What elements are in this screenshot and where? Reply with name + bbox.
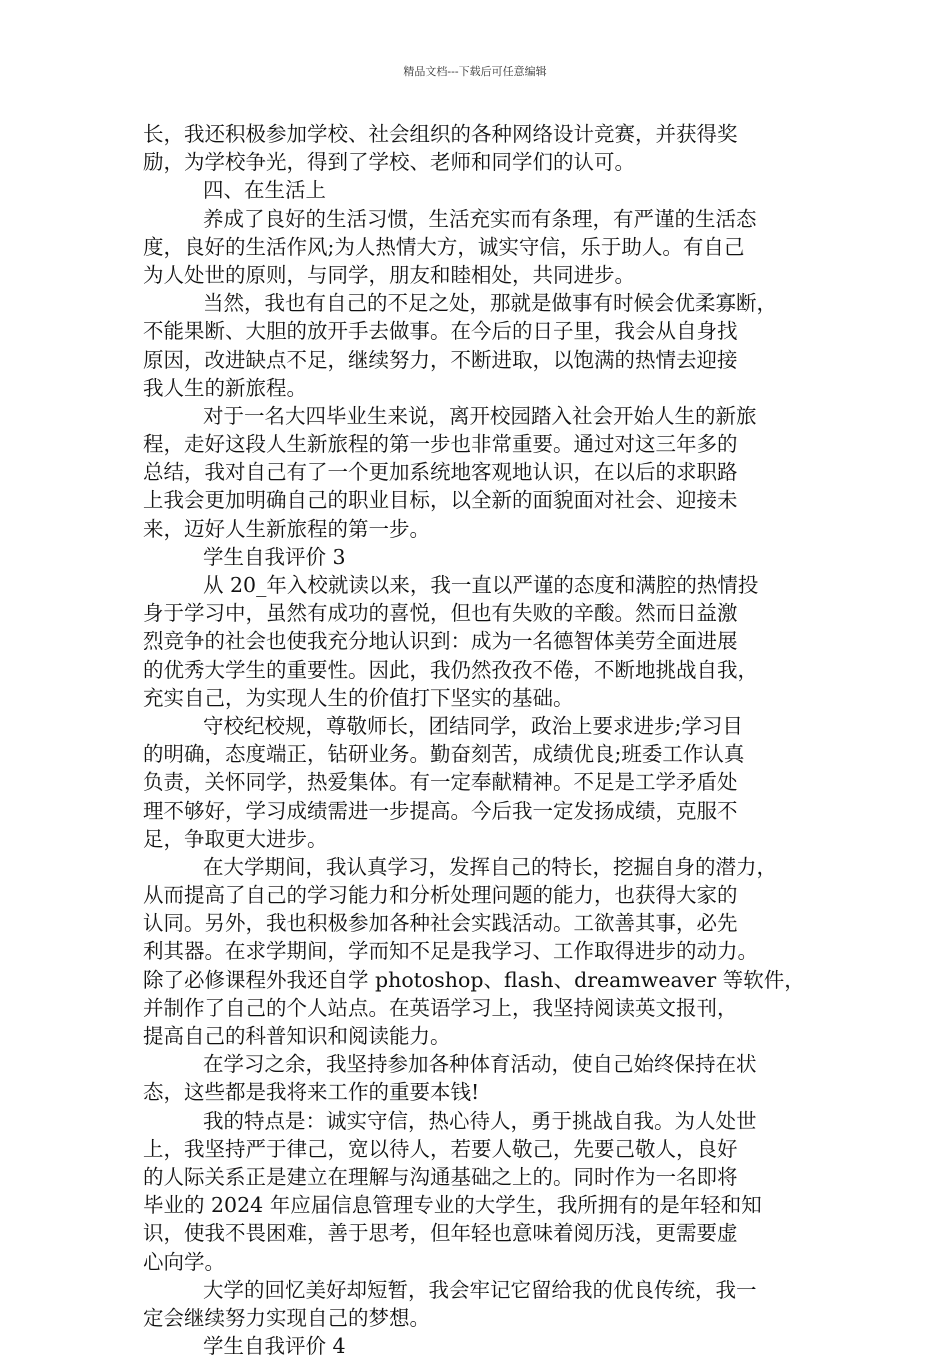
text-line: 总结，我对自己有了一个更加系统地客观地认识，在以后的求职路 xyxy=(143,460,738,485)
paragraph-start-line: 学生自我评价 4 xyxy=(203,1334,346,1359)
text-line: 识，使我不畏困难，善于思考，但年轻也意味着阅历浅，更需要虚 xyxy=(143,1221,738,1246)
text-line: 程，走好这段人生新旅程的第一步也非常重要。通过对这三年多的 xyxy=(143,432,738,457)
text-line: 认同。另外，我也积极参加各种社会实践活动。工欲善其事，必先 xyxy=(143,911,738,936)
page-header: 精品文档---下载后可任意编辑 xyxy=(403,65,547,78)
paragraph-start-line: 守校纪校规，尊敬师长，团结同学，政治上要求进步;学习目 xyxy=(203,713,743,738)
text-line: 并制作了自己的个人站点。在英语学习上，我坚持阅读英文报刊， xyxy=(143,995,738,1020)
text-line: 的人际关系正是建立在理解与沟通基础之上的。同时作为一名即将 xyxy=(143,1164,738,1189)
text-line: 态，这些都是我将来工作的重要本钱! xyxy=(143,1080,480,1105)
paragraph-start-line: 对于一名大四毕业生来说，离开校园踏入社会开始人生的新旅 xyxy=(203,403,757,428)
text-line: 烈竞争的社会也使我充分地认识到：成为一名德智体美劳全面进展 xyxy=(143,629,738,654)
text-line: 我人生的新旅程。 xyxy=(143,375,307,400)
paragraph-start-line: 从 20_年入校就读以来，我一直以严谨的态度和满腔的热情投 xyxy=(203,573,759,597)
text-line: 理不够好，学习成绩需进一步提高。今后我一定发扬成绩，克服不 xyxy=(143,798,738,823)
text-line: 足，争取更大进步。 xyxy=(143,826,328,851)
text-line: 来，迈好人生新旅程的第一步。 xyxy=(143,516,430,541)
document-body xyxy=(143,120,813,1360)
paragraph-start-line: 养成了良好的生活习惯，生活充实而有条理，有严谨的生活态 xyxy=(203,206,757,231)
text-line: 毕业的 2024 年应届信息管理专业的大学生，我所拥有的是年轻和知 xyxy=(143,1193,762,1218)
text-line: 心向学。 xyxy=(143,1249,225,1274)
text-line: 上，我坚持严于律己，宽以待人，若要人敬己，先要己敬人，良好 xyxy=(143,1136,738,1161)
paragraph-start-line: 当然，我也有自己的不足之处，那就是做事有时候会优柔寡断， xyxy=(203,291,777,316)
paragraph-start-line: 大学的回忆美好却短暂，我会牢记它留给我的优良传统，我一 xyxy=(203,1277,757,1302)
text-line: 利其器。在求学期间，学而知不足是我学习、工作取得进步的动力。 xyxy=(143,939,758,964)
text-line: 从而提高了自己的学习能力和分析处理问题的能力，也获得大家的 xyxy=(143,883,738,908)
text-line: 的明确，态度端正，钻研业务。勤奋刻苦，成绩优良;班委工作认真 xyxy=(143,742,745,767)
paragraph-start-line: 四、在生活上 xyxy=(203,178,326,203)
text-line: 原因，改进缺点不足，继续努力，不断进取，以饱满的热情去迎接 xyxy=(143,347,738,372)
text-line: 上我会更加明确自己的职业目标，以全新的面貌面对社会、迎接未 xyxy=(143,488,738,513)
text-line: 励，为学校争光，得到了学校、老师和同学们的认可。 xyxy=(143,150,635,175)
text-line: 的优秀大学生的重要性。因此，我仍然孜孜不倦，不断地挑战自我， xyxy=(143,657,758,682)
paragraph-start-line: 学生自我评价 3 xyxy=(203,544,346,569)
paragraph-start-line: 我的特点是：诚实守信，热心待人，勇于挑战自我。为人处世 xyxy=(203,1108,757,1133)
text-line: 为人处世的原则，与同学，朋友和睦相处，共同进步。 xyxy=(143,262,635,287)
text-line: 度，良好的生活作风;为人热情大方，诚实守信，乐于助人。有自己 xyxy=(143,234,745,259)
text-line: 充实自己，为实现人生的价值打下坚实的基础。 xyxy=(143,685,574,710)
text-line: 长，我还积极参加学校、社会组织的各种网络设计竞赛，并获得奖 xyxy=(143,122,738,146)
text-line: 负责，关怀同学，热爱集体。有一定奉献精神。不足是工学矛盾处 xyxy=(143,770,738,795)
text-line: 定会继续努力实现自己的梦想。 xyxy=(143,1305,430,1330)
text-line: 除了必修课程外我还自学 photoshop、flash、dreamweaver 等软件， xyxy=(143,967,805,992)
text-line: 不能果断、大胆的放开手去做事。在今后的日子里，我会从自身找 xyxy=(143,319,738,344)
paragraph-start-line: 在大学期间，我认真学习，发挥自己的特长，挖掘自身的潜力， xyxy=(203,854,777,879)
paragraph-start-line: 在学习之余，我坚持参加各种体育活动，使自己始终保持在状 xyxy=(203,1052,757,1077)
text-line: 提高自己的科普知识和阅读能力。 xyxy=(143,1024,451,1048)
text-line: 身于学习中，虽然有成功的喜悦，但也有失败的辛酸。然而日益激 xyxy=(143,601,738,626)
